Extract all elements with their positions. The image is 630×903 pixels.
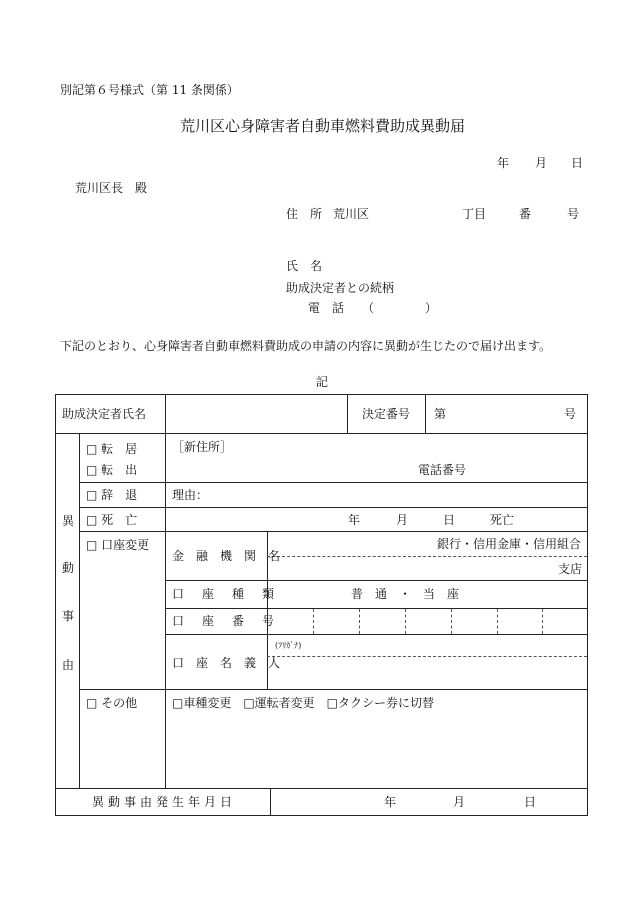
phone-close-paren: ） (425, 301, 438, 315)
option-tenkyo-checkbox[interactable]: □ 転 居 (86, 442, 138, 456)
chome-label: 丁目 (462, 207, 487, 221)
account-number-label: 口座番号 (172, 614, 293, 628)
other-options[interactable]: □車種変更 □運転者変更 □タクシー券に切替 (172, 696, 435, 710)
account-holder-label: 口座名義人 (172, 656, 293, 670)
decision-dai-label: 第 (434, 407, 447, 421)
branch-label: 支店 (558, 562, 583, 576)
relation-label: 助成決定者との続柄 (286, 281, 395, 295)
side-label-4: 由 (62, 658, 75, 672)
address-city: 荒川区 (333, 207, 370, 221)
date-year-label: 年 (497, 156, 510, 170)
side-label-3: 事 (62, 609, 75, 623)
date-day-label: 日 (571, 156, 584, 170)
bank-name-label: 金融機関名 (172, 549, 293, 563)
date-month-label: 月 (535, 156, 548, 170)
phone-number-label: 電話番号 (418, 463, 467, 477)
ki-label: 記 (316, 375, 329, 389)
option-shibo-checkbox[interactable]: □ 死 亡 (86, 513, 138, 527)
side-label-1: 異 (62, 514, 75, 528)
death-label: 死亡 (490, 513, 515, 527)
event-date-label: 異動事由発生年月日 (92, 795, 237, 809)
death-day-label: 日 (443, 513, 456, 527)
event-month-label: 月 (453, 795, 466, 809)
option-koza-checkbox[interactable]: □ 口座変更 (86, 538, 150, 552)
name-label: 氏 名 (286, 259, 323, 273)
recipient-name-label: 助成決定者氏名 (62, 407, 147, 421)
bank-types-label: 銀行・信用金庫・信用組合 (437, 537, 582, 551)
furigana-label: (ﾌﾘｶﾞﾅ) (275, 641, 302, 650)
option-sonota-checkbox[interactable]: □ その他 (86, 696, 138, 710)
event-year-label: 年 (384, 795, 397, 809)
ban-label: 番 (519, 207, 532, 221)
side-label-2: 動 (62, 561, 75, 575)
address-label: 住 所 (286, 207, 323, 221)
option-tenshutsu-checkbox[interactable]: □ 転 出 (86, 463, 138, 477)
intro-text: 下記のとおり、心身障害者自動車燃料費助成の申請の内容に異動が生じたので届け出ます。 (60, 339, 552, 353)
form-reference: 別記第６号様式（第 11 条関係） (60, 83, 239, 97)
option-jitai-checkbox[interactable]: □ 辞 退 (86, 488, 138, 502)
decision-go-label: 号 (564, 407, 577, 421)
death-year-label: 年 (348, 513, 361, 527)
account-types-options: 普 通 ・ 当 座 (351, 587, 460, 601)
reason-label: 理由： (172, 488, 209, 502)
addressee: 荒川区長 殿 (75, 181, 148, 195)
death-month-label: 月 (396, 513, 409, 527)
account-type-label: 口座種類 (172, 587, 293, 601)
phone-open-paren: （ (362, 301, 375, 315)
event-day-label: 日 (524, 795, 537, 809)
go-label: 号 (567, 207, 580, 221)
decision-number-label: 決定番号 (362, 407, 411, 421)
new-address-label: ［新住所］ (172, 440, 233, 454)
form-title: 荒川区心身障害者自動車燃料費助成異動届 (180, 117, 466, 135)
phone-label: 電 話 (308, 301, 345, 315)
